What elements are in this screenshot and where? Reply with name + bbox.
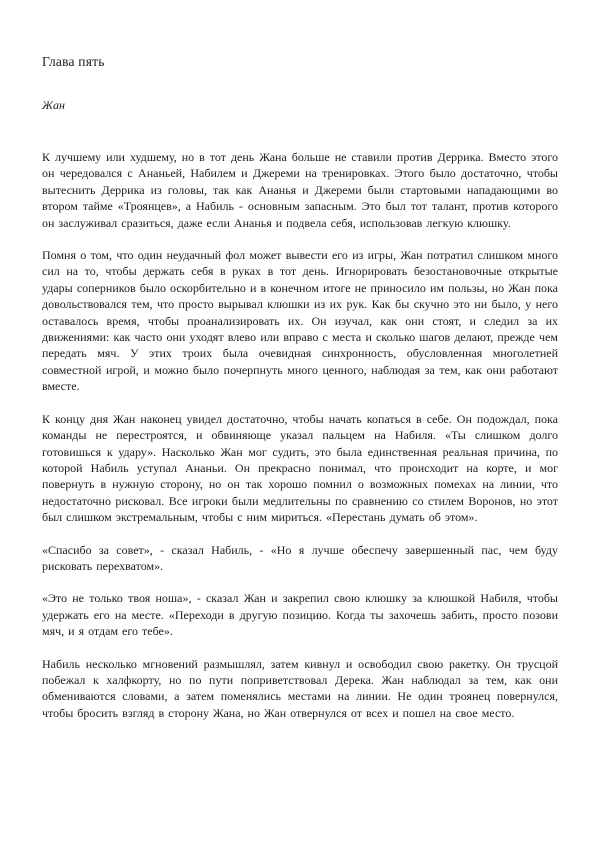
chapter-title: Глава пять (42, 54, 105, 69)
paragraph: К концу дня Жан наконец увидел достаточно, чтобы начать копаться в себе. Он подождал, пока команды не перестроятся, и обвиняюще указал пальцем на Набиля. «Ты слишком долго готовишься к удару». Насколько Жан мог судить, это была единственная реальная причина, по которой Набиль уступал Ананьи. Он прекрасно понимал, что происходит на корте, и мог повернуть в нужную сторону, но он так хорошо помнил о возможных помехах на линии, что недостаточно рисковал. Все игроки были медлительны по сравнению со стилем Воронов, но этот был слишком экстремальным, чтобы с ним мириться. «Перестань думать об этом». (42, 411, 558, 525)
paragraph: Набиль несколько мгновений размышлял, затем кивнул и освободил свою ракетку. Он трусцой побежал к халфкорту, но по пути поприветствовал Дерека. Жан наблюдал за тем, как они обмениваются словами, а затем поменялись местами на линии. Не один троянец повернулся, чтобы бросить взгляд в сторону Жана, но Жан отвернулся от всех и пошел на свое место. (42, 656, 558, 720)
paragraph: «Спасибо за совет», - сказал Набиль, - «Но я лучше обеспечу завершенный пас, чем буду рисковать перехватом». (42, 542, 558, 573)
paragraph: К лучшему или худшему, но в тот день Жана больше не ставили против Деррика. Вместо этого он чередовался с Ананьей, Набилем и Джереми на тренировках. Этого было достаточно, чтобы вытеснить Деррика из головы, так как Ананья и Джереми были стартовыми нападающими во втором тайме «Троянцев», а Набиль - основным запасным. Это был тот талант, против которого он заслуживал сразиться, даже если Ананья и подвела себя, использовав легкую клюшку. (42, 150, 558, 230)
chapter-subtitle: Жан (42, 98, 65, 112)
paragraph: Помня о том, что один неудачный фол может вывести его из игры, Жан потратил слишком много сил на то, чтобы держать себя в руках в тот день. Игнорировать безостановочные открытые удары соперников было оскорбительно и в конечном итоге не приносило им пользы, но Жан пока довольствовался тем, что просто вырывал клюшки из их рук. Как бы скучно это ни было, у него оставалось время, чтобы проанализировать их. Он изучал, как они стоят, и следил за их движениями: как часто они уходят влево или вправо с места и сколько шагов делают, прежде чем передать мяч. У этих троих была очевидная синхронность, обусловленная многолетней совместной игрой, и можно было почерпнуть много ценного, наблюдая за тем, как они работают вместе. (42, 248, 558, 394)
paragraph: «Это не только твоя ноша», - сказал Жан и закрепил свою клюшку за клюшкой Набиля, чтобы удержать его на месте. «Переходи в другую позицию. Когда ты захочешь забить, просто позови мяч, и я отдам его тебе». (42, 591, 558, 639)
chapter-body (42, 149, 558, 721)
